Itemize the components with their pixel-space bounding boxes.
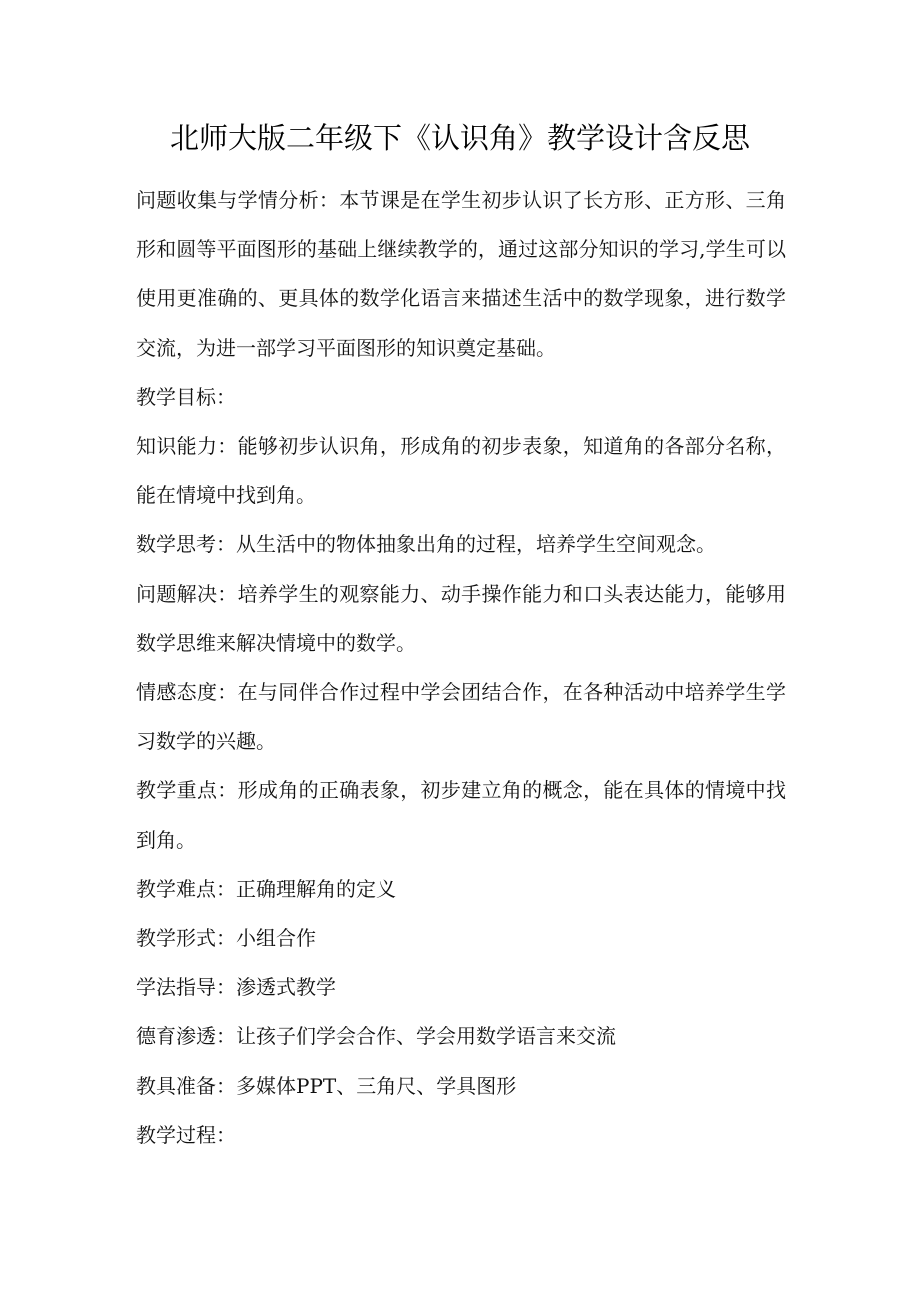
paragraph-situation-analysis: 问题收集与学情分析：本节课是在学生初步认识了长方形、正方形、三角形和圆等平面图形的基础上继续教学的，通过这部分知识的学习,学生可以使用更准确的、更具体的数学化语言来描述生活中的数学现象，进行数学交流，为进一部学习平面图形的知识奠定基础。 bbox=[136, 188, 786, 360]
paragraph-teaching-focus: 教学重点：形成角的正确表象，初步建立角的概念，能在具体的情境中找到角。 bbox=[136, 778, 786, 852]
paragraph-learning-guidance: 学法指导：渗透式教学 bbox=[136, 975, 336, 1000]
paragraph-math-thinking: 数学思考：从生活中的物体抽象出角的过程，培养学生空间观念。 bbox=[136, 532, 716, 557]
paragraph-teaching-form: 教学形式：小组合作 bbox=[136, 926, 316, 951]
document-body bbox=[136, 176, 786, 1160]
paragraph-teaching-process: 教学过程： bbox=[136, 1122, 236, 1147]
paragraph-teaching-difficulty: 教学难点：正确理解角的定义 bbox=[136, 876, 396, 901]
paragraph-moral-education: 德育渗透：让孩子们学会合作、学会用数学语言来交流 bbox=[136, 1024, 616, 1049]
paragraph-problem-solving: 问题解决：培养学生的观察能力、动手操作能力和口头表达能力，能够用数学思维来解决情境中的数学。 bbox=[136, 581, 786, 655]
paragraph-emotion-attitude: 情感态度：在与同伴合作过程中学会团结合作，在各种活动中培养学生学习数学的兴趣。 bbox=[136, 680, 786, 754]
paragraph-teaching-aids: 教具准备：多媒体PPT、三角尺、学具图形 bbox=[136, 1073, 517, 1098]
paragraph-teaching-goals-heading: 教学目标： bbox=[136, 384, 236, 409]
document-title: 北师大版二年级下《认识角》教学设计含反思 bbox=[169, 121, 750, 155]
paragraph-knowledge-ability: 知识能力：能够初步认识角，形成角的初步表象，知道角的各部分名称，能在情境中找到角。 bbox=[136, 434, 786, 508]
